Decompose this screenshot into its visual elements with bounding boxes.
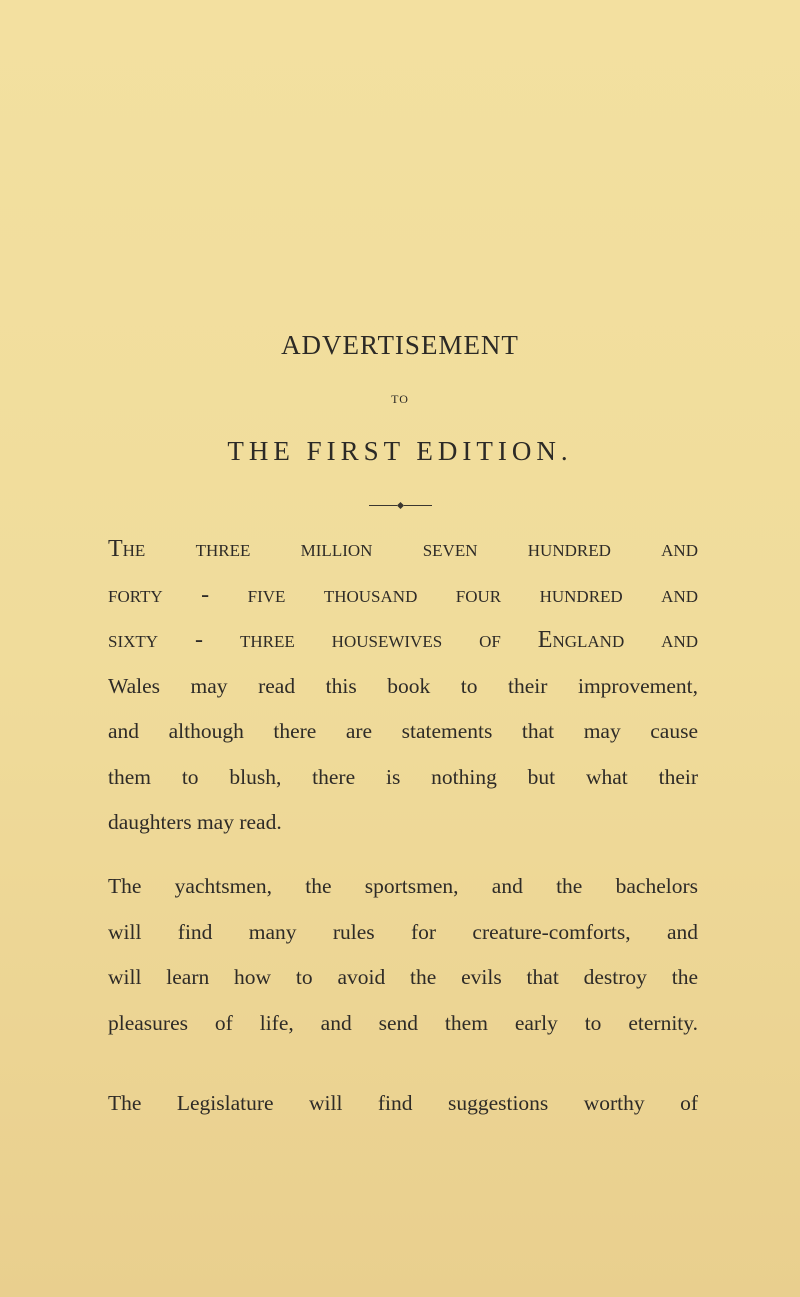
page-title: ADVERTISEMENT (281, 330, 519, 360)
title-connector: TO (391, 392, 409, 406)
paragraph-line: The three million seven hundred and (108, 536, 698, 562)
diamond-ornament-icon (396, 502, 403, 509)
page-subtitle: THE FIRST EDITION. (227, 436, 573, 466)
paragraph-line: Wales may read this book to their improvement, (108, 673, 698, 698)
paragraph-housewives (108, 527, 698, 846)
paragraph-line: The Legislature will find suggestions worthy of (108, 1091, 698, 1115)
paragraph-line: them to blush, there is nothing but what their (108, 764, 698, 789)
paragraph-yachtsmen (108, 864, 698, 1046)
paragraph-line: pleasures of life, and send them early to eternity. (108, 1010, 698, 1035)
paragraph-legislature (108, 1081, 698, 1127)
paragraph-line: will learn how to avoid the evils that destroy the (108, 965, 698, 989)
paragraph-line: will find many rules for creature-comforts, and (108, 919, 698, 944)
paragraph-line: and although there are statements that may cause (108, 719, 698, 743)
ornament-divider (0, 503, 800, 508)
paragraph-line: sixty - three housewives of England and (108, 627, 698, 653)
paragraph-line: forty - five thousand four hundred and (108, 581, 698, 608)
paragraph-line: daughters may read. (108, 810, 282, 834)
divider-rule-left (369, 505, 397, 506)
divider-rule-right (404, 505, 432, 506)
paragraph-line: The yachtsmen, the sportsmen, and the bachelors (108, 874, 698, 898)
